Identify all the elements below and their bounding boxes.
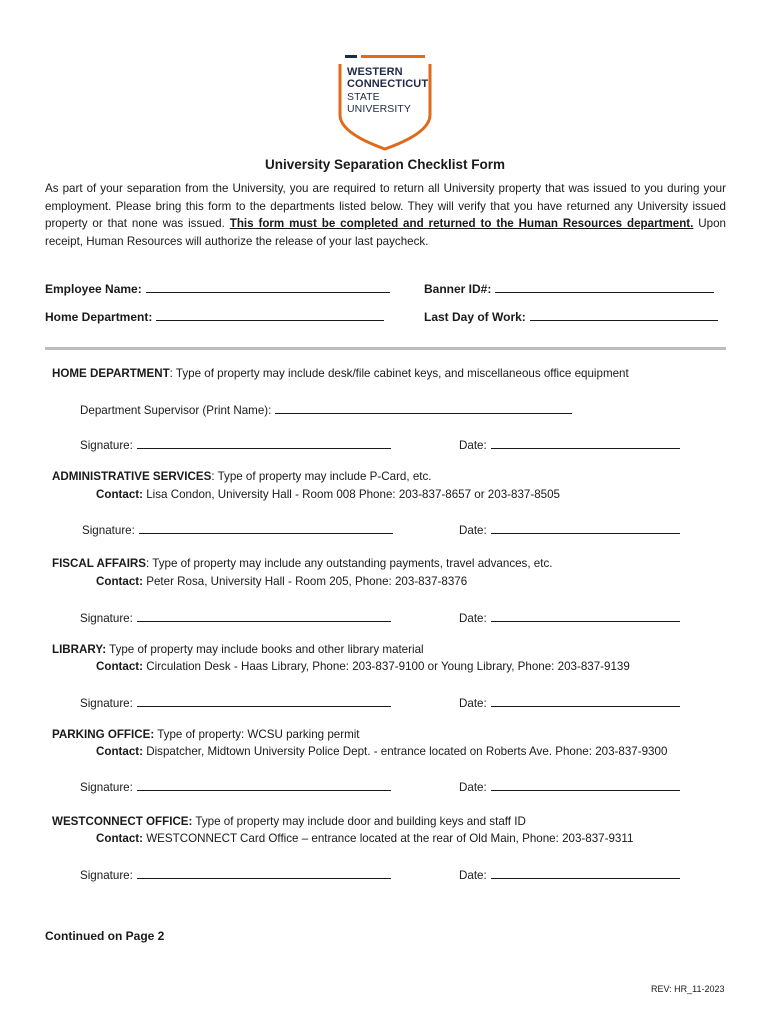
parking-office-heading (52, 728, 360, 741)
signature-label: Signature: (82, 524, 135, 537)
home-department-field[interactable] (156, 308, 384, 321)
admin-date-row (459, 522, 680, 537)
logo-text-western: WESTERN (347, 66, 403, 78)
signature-label: Signature: (80, 781, 133, 794)
contact-label: Contact: (96, 745, 144, 758)
employee-name-row (45, 280, 390, 296)
admin-services-heading (52, 470, 432, 483)
date-label: Date: (459, 612, 487, 625)
parking-office-desc: Type of property: WCSU parking permit (154, 728, 360, 741)
library-title: LIBRARY: (52, 643, 107, 656)
parking-office-title: PARKING OFFICE: (52, 728, 155, 741)
logo-bar-dark (345, 55, 357, 58)
library-signature-field[interactable] (137, 695, 391, 707)
logo-text-connecticut: CONNECTICUT (347, 78, 429, 90)
date-label: Date: (459, 697, 487, 710)
library-heading (52, 643, 424, 656)
employee-name-label: Employee Name: (45, 282, 142, 296)
fiscal-date-row (459, 610, 680, 625)
date-label: Date: (459, 524, 487, 537)
home-department-label: Home Department: (45, 310, 153, 324)
intro-text-1: As part of your separation from the University, you are required to return all University property that was issued to you during your employment. Please bring this form to the departments listed below. They will verify that you have returned any University issued property or that none was issued. (45, 182, 726, 230)
supervisor-name-field[interactable] (275, 402, 572, 414)
westconnect-contact (96, 832, 633, 845)
library-date-field[interactable] (491, 695, 680, 707)
admin-contact-info: Lisa Condon, University Hall - Room 008 Phone: 203-837-8657 or 203-837-8505 (143, 488, 560, 501)
admin-services-title: ADMINISTRATIVE SERVICES (52, 470, 212, 483)
admin-signature-row (82, 522, 393, 537)
contact-label: Contact: (96, 660, 144, 673)
westconnect-desc: Type of property may include door and building keys and staff ID (192, 815, 526, 828)
library-desc: Type of property may include books and other library material (106, 643, 424, 656)
fiscal-contact-info: Peter Rosa, University Hall - Room 205, Phone: 203-837-8376 (143, 575, 468, 588)
fiscal-signature-field[interactable] (137, 610, 391, 622)
signature-label: Signature: (80, 869, 133, 882)
last-day-label: Last Day of Work: (424, 310, 526, 324)
fiscal-date-field[interactable] (491, 610, 680, 622)
fiscal-signature-row (80, 610, 391, 625)
date-label: Date: (459, 781, 487, 794)
library-signature-row (80, 695, 391, 710)
fiscal-affairs-contact (96, 575, 467, 588)
form-title: University Separation Checklist Form (264, 157, 506, 172)
supervisor-label: Department Supervisor (Print Name): (80, 404, 272, 417)
admin-services-contact (96, 488, 560, 501)
westconnect-date-row (459, 867, 680, 882)
home-department-heading (52, 367, 629, 380)
signature-label: Signature: (80, 697, 133, 710)
home-signature-field[interactable] (137, 437, 391, 449)
employee-name-field[interactable] (146, 280, 390, 293)
home-signature-row (80, 437, 391, 452)
intro-bold-text: This form must be completed and returned to the Human Resources department. (229, 217, 694, 230)
date-label: Date: (459, 869, 487, 882)
date-label: Date: (459, 439, 487, 452)
admin-date-field[interactable] (491, 522, 680, 534)
westconnect-signature-row (80, 867, 391, 882)
parking-date-row (459, 779, 680, 794)
parking-date-field[interactable] (491, 779, 680, 791)
westconnect-date-field[interactable] (491, 867, 680, 879)
fiscal-affairs-heading (52, 557, 552, 570)
parking-contact-info: Dispatcher, Midtown University Police Dept. - entrance located on Roberts Ave. Phone: 203-837-9300 (143, 745, 668, 758)
contact-label: Contact: (96, 488, 144, 501)
westconnect-signature-field[interactable] (137, 867, 391, 879)
university-logo (337, 55, 437, 155)
westconnect-title: WESTCONNECT OFFICE: (52, 815, 193, 828)
home-date-field[interactable] (491, 437, 680, 449)
banner-id-label: Banner ID#: (424, 282, 492, 296)
intro-paragraph (45, 180, 726, 250)
banner-id-field[interactable] (495, 280, 714, 293)
banner-id-row (424, 280, 714, 296)
last-day-field[interactable] (530, 308, 718, 321)
last-day-row (424, 308, 718, 324)
revision-code: REV: HR_11-2023 (651, 984, 725, 994)
section-divider (45, 347, 726, 350)
logo-text-university: UNIVERSITY (347, 103, 412, 115)
fiscal-affairs-title: FISCAL AFFAIRS (52, 557, 147, 570)
library-date-row (459, 695, 680, 710)
supervisor-row (80, 402, 572, 417)
logo-bar-orange (361, 55, 425, 58)
home-department-title: HOME DEPARTMENT (52, 367, 170, 380)
continued-note: Continued on Page 2 (45, 929, 165, 943)
westconnect-contact-info: WESTCONNECT Card Office – entrance located at the rear of Old Main, Phone: 203-837-9311 (143, 832, 634, 845)
contact-label: Contact: (96, 832, 144, 845)
admin-services-desc: : Type of property may include P-Card, etc. (211, 470, 432, 483)
admin-signature-field[interactable] (139, 522, 393, 534)
parking-signature-row (80, 779, 391, 794)
parking-signature-field[interactable] (137, 779, 391, 791)
home-department-row (45, 308, 384, 324)
westconnect-heading (52, 815, 526, 828)
fiscal-affairs-desc: : Type of property may include any outstanding payments, travel advances, etc. (146, 557, 553, 570)
library-contact (96, 660, 630, 673)
home-date-row (459, 437, 680, 452)
logo-text-state: STATE (347, 91, 380, 103)
intro-text-2: Upon receipt, Human Resources will authorize the release of your last paycheck. (45, 217, 726, 248)
parking-office-contact (96, 745, 667, 758)
library-contact-info: Circulation Desk - Haas Library, Phone: 203-837-9100 or Young Library, Phone: 203-837-9139 (143, 660, 630, 673)
signature-label: Signature: (80, 612, 133, 625)
contact-label: Contact: (96, 575, 144, 588)
home-department-desc: : Type of property may include desk/file cabinet keys, and miscellaneous office equipment (169, 367, 629, 380)
signature-label: Signature: (80, 439, 133, 452)
